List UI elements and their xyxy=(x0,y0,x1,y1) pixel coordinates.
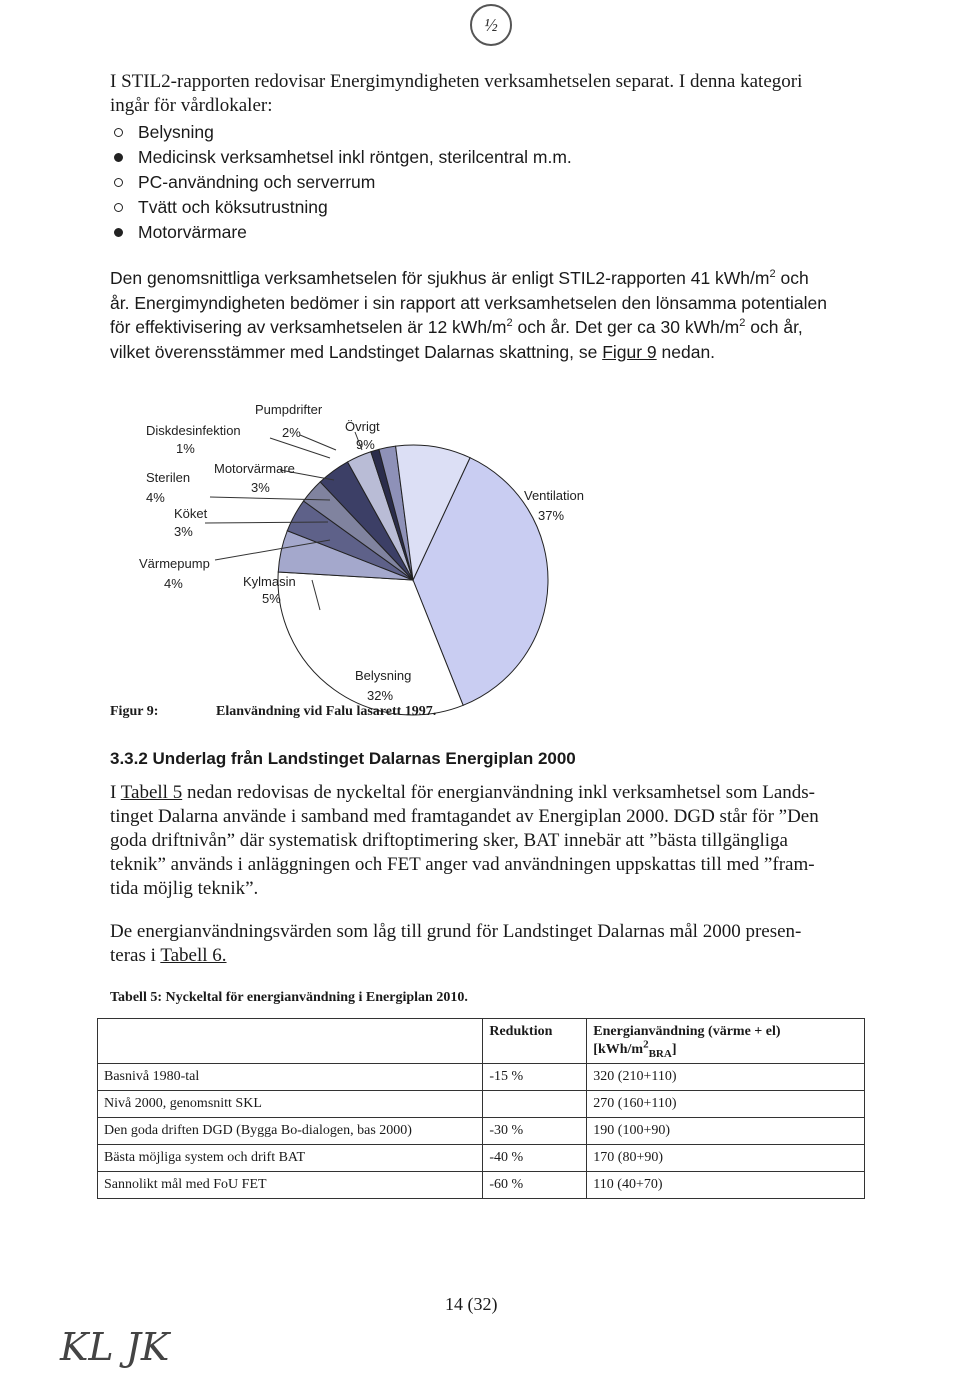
bullet-text: Belysning xyxy=(138,122,214,142)
intro-line-2: ingår för vårdlokaler: xyxy=(110,95,273,116)
table-cell: Den goda driften DGD (Bygga Bo-dialogen, bas 2000) xyxy=(98,1118,483,1145)
value-ventilation: 37% xyxy=(538,508,565,523)
bullet-item xyxy=(138,221,247,243)
section-heading: 3.3.2 Underlag från Landstinget Dalarnas Energiplan 2000 xyxy=(110,749,576,768)
bullet-text: Motorvärmare xyxy=(138,222,247,242)
table-cell: 170 (80+90) xyxy=(587,1145,865,1172)
table-cell: -60 % xyxy=(483,1172,587,1199)
para-verksamhetsel xyxy=(110,266,880,364)
table-cell: -40 % xyxy=(483,1145,587,1172)
label-sterilen: Sterilen xyxy=(146,470,191,485)
table-cell: 190 (100+90) xyxy=(587,1118,865,1145)
signature-initials: KL JK xyxy=(60,1325,170,1369)
bullet-item xyxy=(138,196,328,218)
table-row xyxy=(98,1064,865,1091)
bullet-item xyxy=(138,146,572,168)
para-line: tida möjlig teknik”. xyxy=(110,878,259,899)
value-ovrigt: 9% xyxy=(356,437,375,452)
label-diskdesinfektion: Diskdesinfektion xyxy=(146,423,241,438)
table-cell: -30 % xyxy=(483,1118,587,1145)
para-line: tinget Dalarna använde i samband med framtagandet av Energiplan 2000. DGD står för ”Den xyxy=(110,806,819,827)
intro-line-1: I STIL2-rapporten redovisar Energimyndigheten verksamhetselen separat. I denna kategori xyxy=(110,71,803,92)
value-sterilen: 4% xyxy=(146,490,165,505)
bullet-item xyxy=(138,121,214,143)
value-diskdesinfektion: 1% xyxy=(176,441,195,456)
bullet-icon xyxy=(114,203,123,212)
figure-label: Figur 9: xyxy=(110,704,159,719)
figure-caption: Elanvändning vid Falu lasarett 1997. xyxy=(216,704,437,719)
section-paragraph-1 xyxy=(110,781,880,901)
para-line: år. Energimyndigheten bedömer i sin rapport att verksamhetselen den lönsamma potentialen xyxy=(110,292,827,313)
bullet-text: Medicinsk verksamhetsel inkl röntgen, sterilcentral m.m. xyxy=(138,147,572,167)
table-cell: 320 (210+110) xyxy=(587,1064,865,1091)
leader-line xyxy=(270,438,330,458)
page-stamp: ½ xyxy=(470,4,512,46)
value-varmepump: 4% xyxy=(164,576,183,591)
label-varmepump: Värmepump xyxy=(139,556,210,571)
para-line: De energianvändningsvärden som låg till grund för Landstinget Dalarnas mål 2000 presen- xyxy=(110,921,802,942)
table-cell: 270 (160+110) xyxy=(587,1091,865,1118)
bullet-icon xyxy=(114,153,123,162)
value-pumpdrifter: 2% xyxy=(282,425,301,440)
table-cell xyxy=(483,1091,587,1118)
bullet-text: PC-användning och serverrum xyxy=(138,172,376,192)
table-cell: Basnivå 1980-tal xyxy=(98,1064,483,1091)
table-cell: -15 % xyxy=(483,1064,587,1091)
value-motorvarmare: 3% xyxy=(251,480,270,495)
table-cell: Sannolikt mål med FoU FET xyxy=(98,1172,483,1199)
bullet-icon xyxy=(114,178,123,187)
label-ovrigt: Övrigt xyxy=(345,419,380,434)
table-row xyxy=(98,1118,865,1145)
figure-9-link[interactable]: Figur 9 xyxy=(602,341,657,362)
tabell-6-link[interactable]: Tabell 6. xyxy=(160,945,227,966)
para-line: goda driftnivån” där systematisk driftoptimering sker, BAT innebär att ”bästa tillgängliga xyxy=(110,830,788,851)
para-line: vilket överensstämmer med Landstinget Dalarnas skattning, se Figur 9 nedan. xyxy=(110,341,716,362)
label-ventilation: Ventilation xyxy=(524,488,584,503)
bullet-icon xyxy=(114,228,123,237)
tabell-5-link[interactable]: Tabell 5 xyxy=(120,782,183,803)
page-number: 14 (32) xyxy=(445,1294,498,1314)
bullet-text: Tvätt och köksutrustning xyxy=(138,197,328,217)
table-cell: Bästa möjliga system och drift BAT xyxy=(98,1145,483,1172)
value-kylmasin: 5% xyxy=(262,591,281,606)
table-cell: 110 (40+70) xyxy=(587,1172,865,1199)
table-header-cell: Reduktion xyxy=(483,1019,587,1064)
table-row xyxy=(98,1145,865,1172)
para-line: teras i Tabell 6. xyxy=(110,945,227,966)
label-motorvarmare: Motorvärmare xyxy=(214,461,295,476)
value-koket: 3% xyxy=(174,524,193,539)
table-caption: Tabell 5: Nyckeltal för energianvändning i Energiplan 2010. xyxy=(110,990,468,1005)
leader-line xyxy=(300,435,336,450)
table-row xyxy=(98,1172,865,1199)
table-header-row xyxy=(98,1019,865,1064)
para-line: teknik” används i anläggningen och FET anger vad användningen uppskattas till med ”fram- xyxy=(110,854,815,875)
label-pumpdrifter: Pumpdrifter xyxy=(255,402,323,417)
para-line: för effektivisering av verksamhetselen är 12 kWh/$m^2$ och år. Det ger ca 30 kWh/$m^2$ och år, xyxy=(110,317,803,337)
table-5 xyxy=(97,1018,865,1199)
value-belysning: 32% xyxy=(367,688,394,703)
label-koket: Köket xyxy=(174,506,208,521)
bullet-item xyxy=(138,171,375,193)
section-paragraph-2 xyxy=(110,920,880,968)
para-line: I Tabell 5 nedan redovisas de nyckeltal för energianvändning inkl verksamhetsel som Lands- xyxy=(110,782,815,803)
table-header-cell: Energianvändning (värme + el) $[kWh/m^2_{BRA}]$ xyxy=(587,1019,865,1064)
table-cell: Nivå 2000, genomsnitt SKL xyxy=(98,1091,483,1118)
label-kylmasin: Kylmasin xyxy=(243,574,296,589)
label-belysning: Belysning xyxy=(355,668,412,683)
para-line: Den genomsnittliga verksamhetselen för sjukhus är enligt STIL2-rapporten 41 kWh/$m^2$ och xyxy=(110,268,809,288)
table-header-cell xyxy=(98,1019,483,1064)
bullet-icon xyxy=(114,128,123,137)
pie-chart xyxy=(0,380,960,720)
table-row xyxy=(98,1091,865,1118)
